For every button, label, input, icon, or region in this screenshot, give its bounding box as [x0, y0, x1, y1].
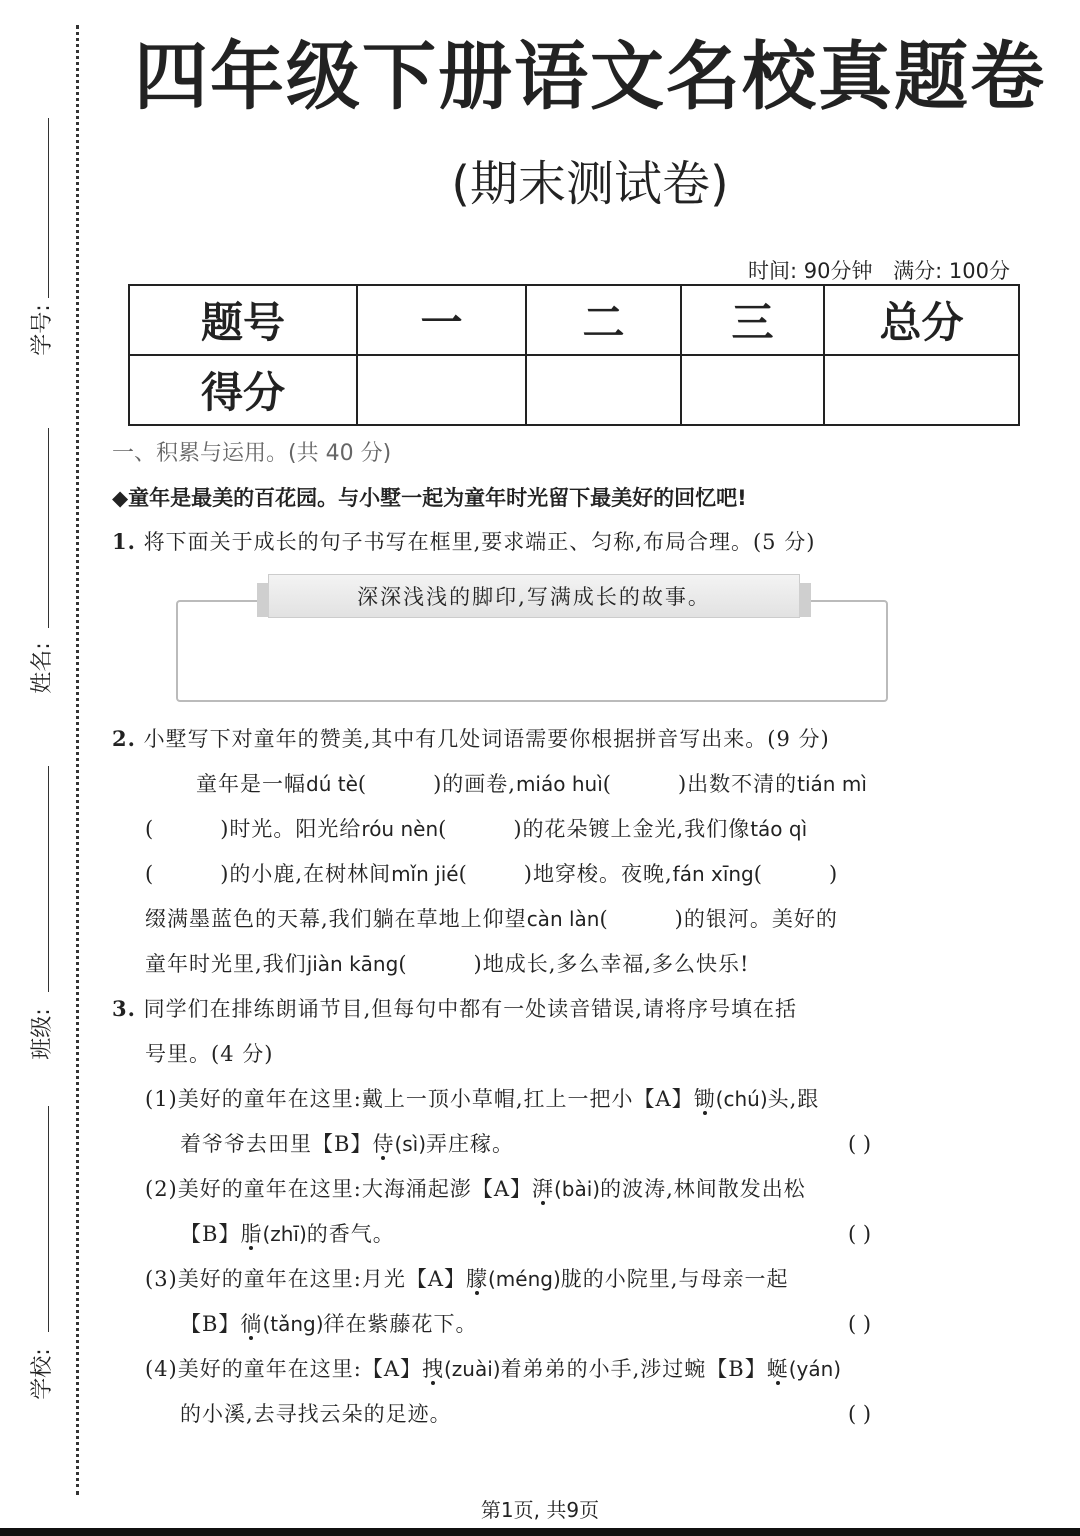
question-number: 2.	[112, 726, 136, 751]
model-sentence: 深深浅浅的脚印,写满成长的故事。	[357, 585, 711, 609]
question-2	[112, 724, 830, 754]
answer-parenthesis[interactable]: ( )	[848, 1132, 872, 1156]
page-number: 第1页, 共9页	[480, 1498, 600, 1522]
question-text: 小墅写下对童年的赞美,其中有几处词语需要你根据拼音写出来。(9 分)	[143, 727, 830, 751]
score-header-cell: 题号	[129, 285, 357, 355]
binding-strip	[0, 0, 90, 1500]
score-header-cell: 三	[681, 285, 824, 355]
student-name-label: 姓名:	[29, 642, 55, 694]
passage-text: )的画卷,	[433, 772, 516, 796]
student-id-label: 学号:	[29, 304, 55, 356]
sub-question	[145, 1264, 788, 1294]
question-text-cont: 号里。(4 分)	[145, 1042, 274, 1066]
item-text: (4)美好的童年在这里:【A】	[145, 1357, 422, 1381]
question-text: 将下面关于成长的句子书写在框里,要求端正、匀称,布局合理。(5 分)	[143, 530, 816, 554]
pinyin: dú tè	[306, 772, 358, 796]
pinyin: (bài)	[554, 1177, 601, 1201]
exam-time-info	[734, 255, 1010, 285]
passage-text: )时光。阳光给	[220, 817, 362, 841]
answer-parenthesis[interactable]: ( )	[848, 1312, 872, 1336]
pinyin: jiàn kāng	[306, 952, 399, 976]
question-3	[112, 994, 797, 1024]
question-text: 同学们在排练朗诵节目,但每句中都有一处读音错误,请将序号填在括	[143, 997, 797, 1021]
marked-char: 锄	[693, 1087, 716, 1111]
sub-question	[145, 1354, 841, 1384]
passage-line: 缀满墨蓝色的天幕,我们躺在草地上仰望càn làn( )的银河。美好的	[145, 907, 838, 931]
exam-title: 四年级下册语文名校真题卷	[134, 34, 1046, 120]
score-cell[interactable]	[681, 355, 824, 425]
passage-text: )地成长,多么幸福,多么快乐!	[473, 952, 750, 976]
item-text: (2)美好的童年在这里:大海涌起澎【A】	[145, 1177, 532, 1201]
passage-text: 缀满墨蓝色的天幕,我们躺在草地上仰望	[145, 907, 527, 931]
score-table-header-row	[129, 285, 1019, 355]
score-cell[interactable]	[526, 355, 681, 425]
item-text: (1)美好的童年在这里:戴上一顶小草帽,扛上一把小【A】	[145, 1087, 694, 1111]
pinyin: (yán)	[788, 1357, 842, 1381]
item-text: 弄庄稼。	[426, 1132, 515, 1156]
sub-question-cont	[180, 1129, 514, 1159]
score-header-cell: 总分	[824, 285, 1019, 355]
student-name-field[interactable]	[48, 428, 49, 628]
score-row-label: 得分	[129, 355, 357, 425]
sub-question	[145, 1174, 806, 1204]
item-text: (3)美好的童年在这里:月光【A】	[145, 1267, 466, 1291]
exam-full-score: 满分: 100分	[893, 259, 1010, 283]
question-number: 1.	[112, 529, 136, 554]
pinyin: tián mì	[797, 772, 867, 796]
item-text: 的香气。	[306, 1222, 395, 1246]
passage-text: 童年时光里,我们	[145, 952, 307, 976]
pinyin: táo qì	[750, 817, 808, 841]
pinyin: (zhī)	[262, 1222, 307, 1246]
marked-char: 朦	[466, 1267, 488, 1291]
section-title: 一、积累与运用。(共 40 分)	[112, 441, 392, 466]
pinyin: róu nèn	[361, 817, 439, 841]
class-label: 班级:	[29, 1008, 55, 1060]
marked-char: 徜	[240, 1312, 263, 1336]
passage-line: 童年时光里,我们jiàn kāng( )地成长,多么幸福,多么快乐!	[145, 952, 750, 976]
item-text: 【B】	[180, 1222, 241, 1246]
score-header-cell: 二	[526, 285, 681, 355]
score-cell[interactable]	[824, 355, 1019, 425]
item-text: 头,跟	[767, 1087, 820, 1111]
passage-text: 童年是一幅	[196, 772, 306, 796]
item-text: 的小溪,去寻找云朵的足迹。	[180, 1402, 452, 1426]
passage-text: )出数不清的	[677, 772, 798, 796]
school-label: 学校:	[29, 1348, 55, 1400]
score-header-cell: 一	[357, 285, 526, 355]
item-text: 着爷爷去田里【B】	[180, 1132, 373, 1156]
sub-question-cont	[180, 1219, 395, 1249]
item-text: 着弟弟的小手,涉过蜿【B】	[500, 1357, 767, 1381]
pinyin: (chú)	[715, 1087, 768, 1111]
passage-line: ( )的小鹿,在树林间mǐn jié( )地穿梭。夜晚,fán xīng( )	[145, 862, 839, 886]
answer-parenthesis[interactable]: ( )	[848, 1222, 872, 1246]
question-1	[112, 527, 815, 557]
pinyin: càn làn	[526, 907, 600, 931]
marked-char: 侍	[372, 1132, 395, 1156]
model-sentence-ribbon	[268, 574, 800, 618]
exam-time: 时间: 90分钟	[747, 259, 873, 283]
marked-char: 脂	[240, 1222, 263, 1246]
cut-line	[76, 25, 79, 1495]
bottom-bar	[0, 1528, 1080, 1536]
exam-subtitle: (期末测试卷)	[451, 156, 729, 212]
score-table-score-row	[129, 355, 1019, 425]
pinyin: (méng)	[488, 1267, 561, 1291]
passage-text: )的花朵镀上金光,我们像	[513, 817, 751, 841]
marked-char: 拽	[422, 1357, 444, 1381]
answer-parenthesis[interactable]: ( )	[848, 1402, 872, 1426]
pinyin: mǐn jié	[391, 862, 459, 886]
school-field[interactable]	[48, 1106, 49, 1332]
pinyin: fán xīng	[672, 862, 754, 886]
sub-question-cont	[180, 1399, 452, 1429]
passage-text: )的小鹿,在树林间	[220, 862, 392, 886]
student-id-field[interactable]	[48, 118, 49, 298]
pinyin: miáo huì	[515, 772, 603, 796]
pinyin: (tǎng)	[262, 1312, 324, 1336]
score-cell[interactable]	[357, 355, 526, 425]
passage-line: 童年是一幅dú tè( )的画卷,miáo huì( )出数不清的tián mì	[196, 772, 867, 796]
passage-line: ( )时光。阳光给róu nèn( )的花朵镀上金光,我们像táo qì	[145, 817, 808, 841]
marked-char: 蜒	[766, 1357, 789, 1381]
item-text: 胧的小院里,与母亲一起	[560, 1267, 789, 1291]
passage-text: )地穿梭。夜晚,	[523, 862, 673, 886]
section-intro: ◆童年是最美的百花园。与小墅一起为童年时光留下最美好的回忆吧!	[112, 486, 747, 510]
sub-question	[145, 1084, 819, 1114]
class-field[interactable]	[48, 766, 49, 992]
pinyin: (zuài)	[444, 1357, 501, 1381]
item-text: 徉在紫藤花下。	[323, 1312, 478, 1336]
item-text: 【B】	[180, 1312, 241, 1336]
question-number: 3.	[112, 996, 136, 1021]
item-text: 的波涛,林间散发出松	[600, 1177, 806, 1201]
score-table	[128, 284, 1020, 426]
pinyin: (sì)	[394, 1132, 427, 1156]
sub-question-cont	[180, 1309, 478, 1339]
passage-text: )的银河。美好的	[674, 907, 838, 931]
marked-char: 湃	[532, 1177, 554, 1201]
